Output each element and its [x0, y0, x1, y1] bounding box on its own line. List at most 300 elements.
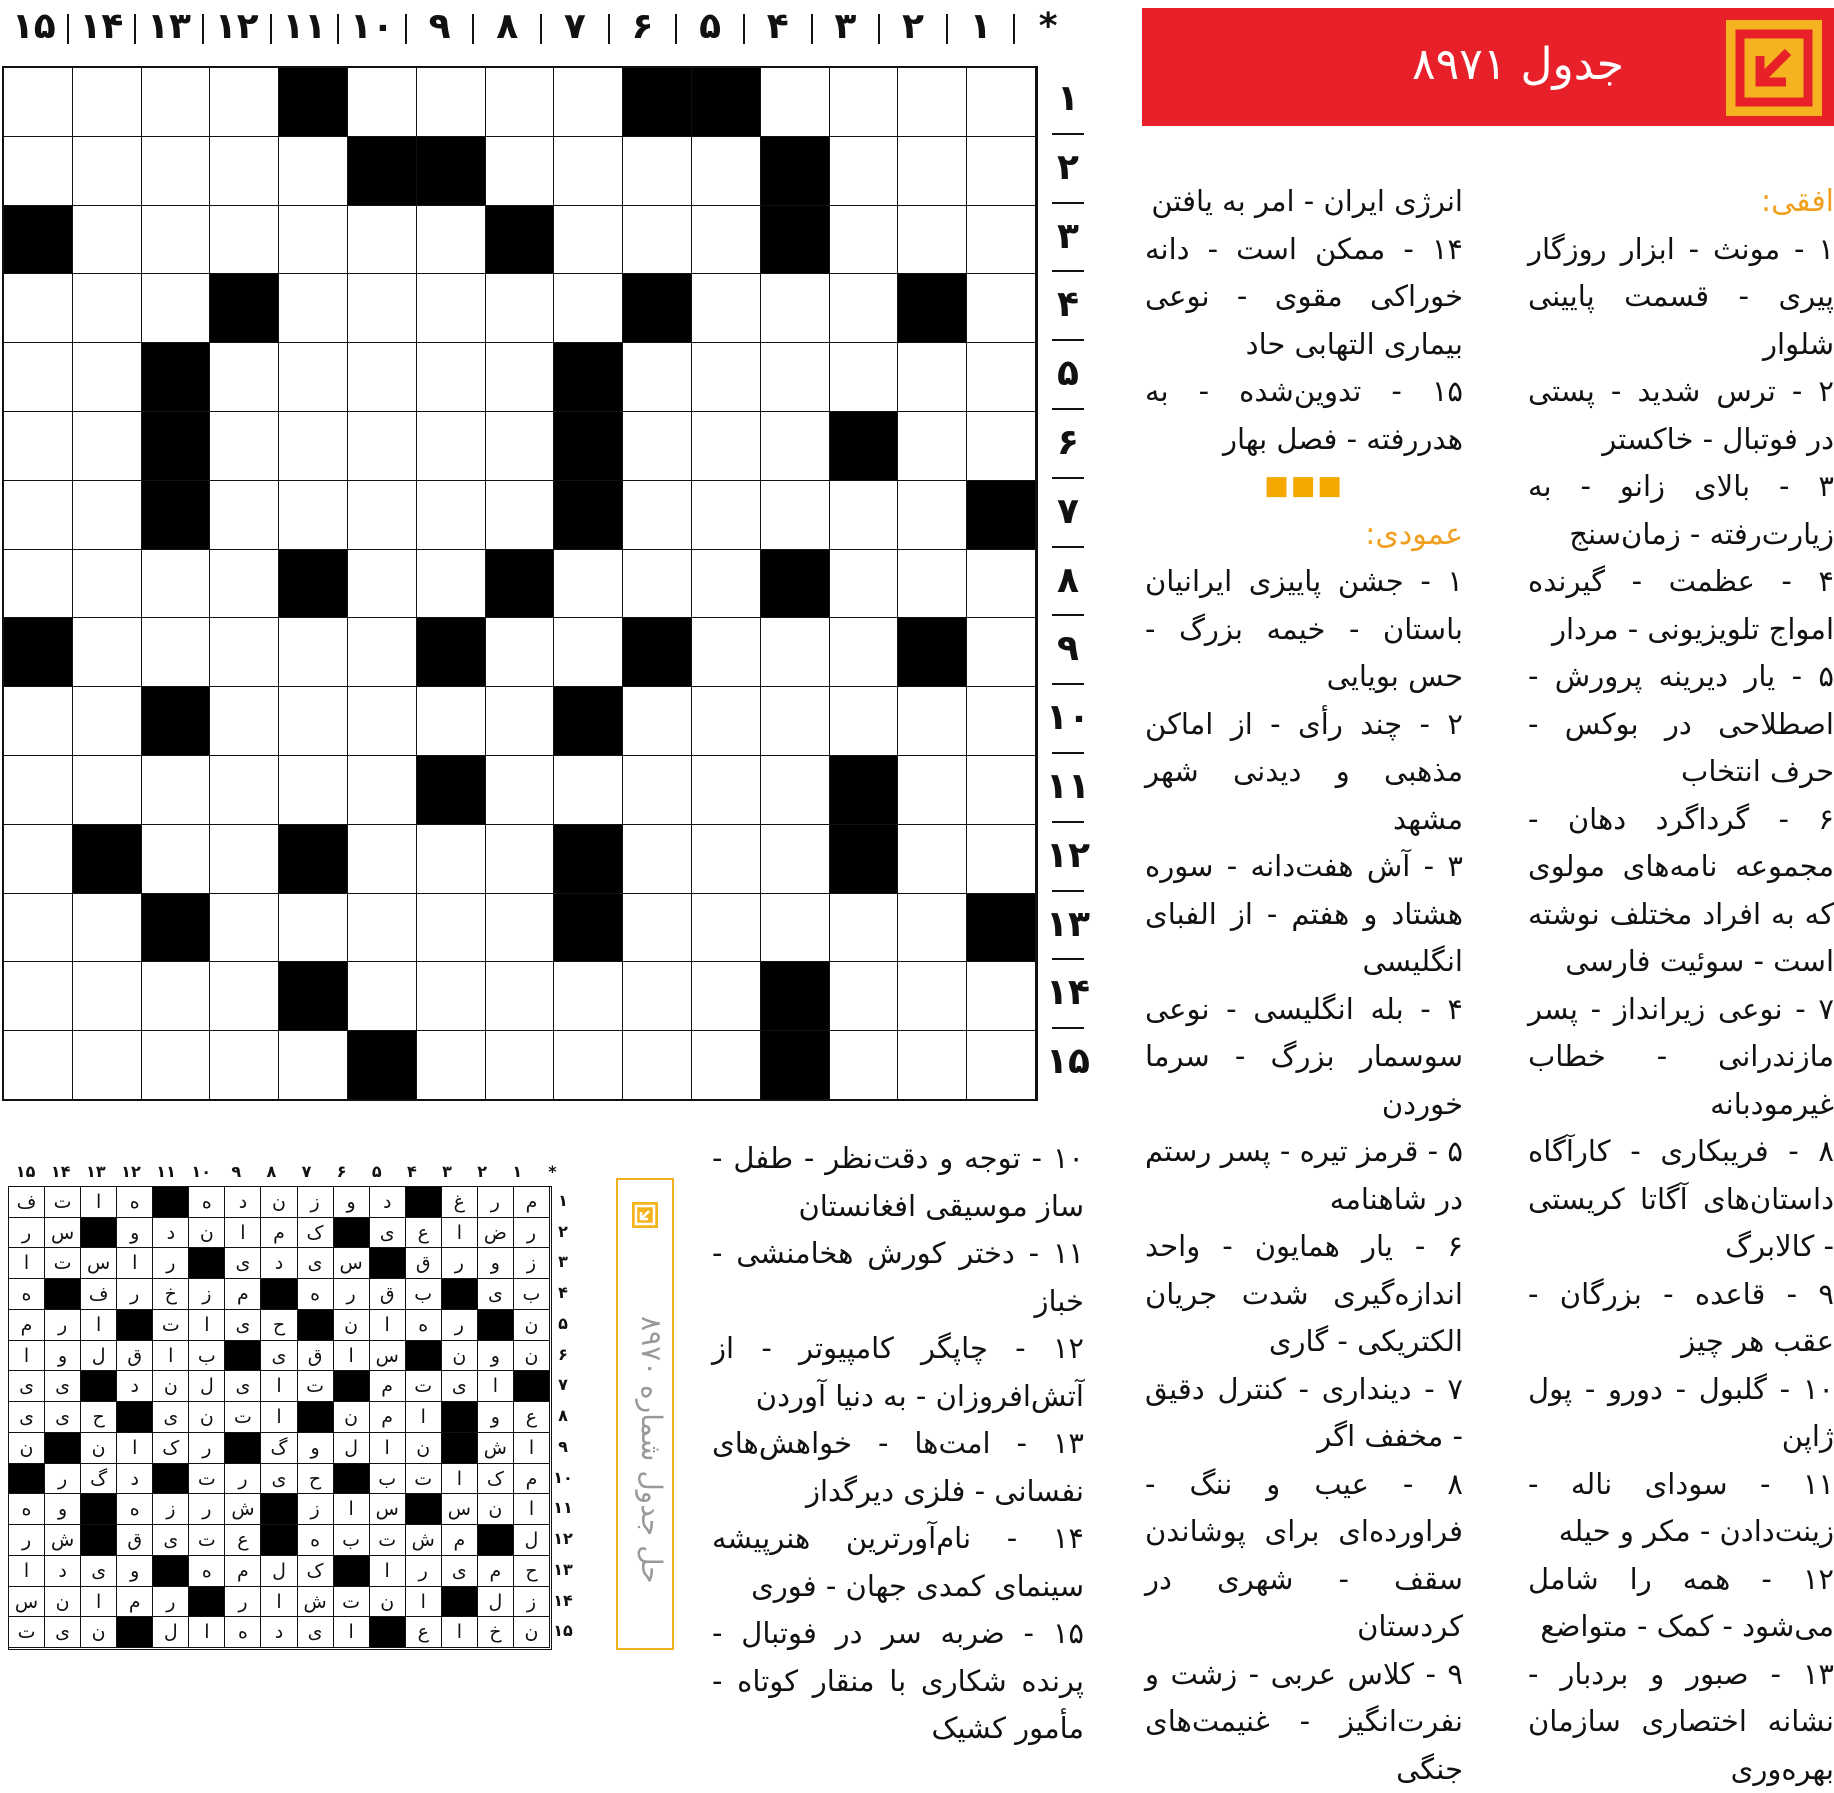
empty-cell[interactable] — [898, 206, 967, 275]
empty-cell[interactable] — [761, 756, 830, 825]
solution-letter-cell: ل — [261, 1556, 297, 1587]
empty-cell[interactable] — [142, 68, 211, 137]
empty-cell[interactable] — [73, 550, 142, 619]
solution-letter-cell: ا — [153, 1341, 189, 1372]
empty-cell[interactable] — [73, 618, 142, 687]
solution-letter-cell: ی — [225, 1310, 261, 1341]
empty-cell[interactable] — [692, 825, 761, 894]
solution-letter-cell: م — [225, 1279, 261, 1310]
empty-cell[interactable] — [4, 481, 73, 550]
empty-cell[interactable] — [898, 756, 967, 825]
solution-letter-cell: و — [298, 1433, 334, 1464]
empty-cell[interactable] — [142, 206, 211, 275]
empty-cell[interactable] — [692, 343, 761, 412]
empty-cell[interactable] — [898, 687, 967, 756]
empty-cell[interactable] — [967, 343, 1036, 412]
clue: ۱۰ - گلبول - دورو - پول ژاپن — [1528, 1366, 1834, 1461]
empty-cell[interactable] — [623, 756, 692, 825]
empty-cell[interactable] — [761, 412, 830, 481]
solution-letter-cell: ح — [81, 1402, 117, 1433]
solution-black-cell — [442, 1279, 478, 1310]
row-separator — [1052, 614, 1084, 616]
empty-cell[interactable] — [623, 343, 692, 412]
empty-cell[interactable] — [348, 206, 417, 275]
empty-cell[interactable] — [4, 412, 73, 481]
clues-middle-column — [1145, 178, 1463, 1793]
empty-cell[interactable] — [348, 343, 417, 412]
empty-cell[interactable] — [279, 894, 348, 963]
empty-cell[interactable] — [967, 825, 1036, 894]
empty-cell[interactable] — [348, 825, 417, 894]
empty-cell[interactable] — [279, 687, 348, 756]
empty-cell[interactable] — [279, 137, 348, 206]
black-cell — [142, 894, 211, 963]
empty-cell[interactable] — [417, 687, 486, 756]
solution-letter-cell: ل — [334, 1433, 370, 1464]
empty-cell[interactable] — [623, 137, 692, 206]
empty-cell[interactable] — [761, 687, 830, 756]
small-corner-arrow-icon — [632, 1202, 658, 1228]
empty-cell[interactable] — [692, 1031, 761, 1100]
empty-cell[interactable] — [967, 1031, 1036, 1100]
empty-cell[interactable] — [898, 1031, 967, 1100]
solution-black-cell — [9, 1464, 45, 1495]
empty-cell[interactable] — [210, 550, 279, 619]
empty-cell[interactable] — [967, 206, 1036, 275]
solution-letter-cell: ب — [406, 1279, 442, 1310]
solution-letter-cell: خ — [478, 1617, 514, 1648]
clue: انرژی ایران - امر به یافتن — [1145, 178, 1463, 226]
empty-cell[interactable] — [486, 687, 555, 756]
empty-cell[interactable] — [967, 756, 1036, 825]
column-separator — [675, 14, 677, 44]
solution-letter-cell: ی — [81, 1556, 117, 1587]
row-number: ۵ — [1046, 347, 1090, 402]
empty-cell[interactable] — [348, 481, 417, 550]
empty-cell[interactable] — [4, 68, 73, 137]
empty-cell[interactable] — [142, 618, 211, 687]
empty-cell[interactable] — [830, 481, 899, 550]
vertical-section-title: عمودی: — [1145, 511, 1463, 559]
empty-cell[interactable] — [830, 137, 899, 206]
empty-cell[interactable] — [4, 274, 73, 343]
empty-cell[interactable] — [348, 550, 417, 619]
empty-cell[interactable] — [142, 1031, 211, 1100]
solution-letter-cell: ر — [45, 1464, 81, 1495]
solution-letter-cell: ا — [370, 1433, 406, 1464]
empty-cell[interactable] — [761, 481, 830, 550]
empty-cell[interactable] — [761, 618, 830, 687]
solution-letter-cell: ل — [514, 1525, 550, 1556]
solution-letter-cell: گ — [81, 1464, 117, 1495]
empty-cell[interactable] — [4, 550, 73, 619]
empty-cell[interactable] — [554, 206, 623, 275]
empty-cell[interactable] — [830, 1031, 899, 1100]
empty-cell[interactable] — [692, 756, 761, 825]
empty-cell[interactable] — [73, 1031, 142, 1100]
empty-cell[interactable] — [623, 1031, 692, 1100]
solution-letter-cell: م — [370, 1371, 406, 1402]
column-separator — [811, 14, 813, 44]
solution-letter-cell: ض — [478, 1218, 514, 1249]
column-numbers — [0, 4, 1082, 54]
solution-row-number: ۱۳ — [552, 1555, 574, 1586]
column-separator — [405, 14, 407, 44]
empty-cell[interactable] — [417, 550, 486, 619]
empty-cell[interactable] — [4, 137, 73, 206]
solution-letter-cell: ا — [370, 1556, 406, 1587]
empty-cell[interactable] — [73, 481, 142, 550]
solution-letter-cell: م — [261, 1218, 297, 1249]
empty-cell[interactable] — [761, 343, 830, 412]
empty-cell[interactable] — [967, 137, 1036, 206]
empty-cell[interactable] — [554, 618, 623, 687]
empty-cell[interactable] — [692, 274, 761, 343]
solution-letter-cell: ع — [406, 1218, 442, 1249]
solution-letter-cell: ر — [514, 1218, 550, 1249]
column-separator — [202, 14, 204, 44]
empty-cell[interactable] — [4, 894, 73, 963]
empty-cell[interactable] — [967, 412, 1036, 481]
solution-letter-cell: ف — [81, 1279, 117, 1310]
empty-cell[interactable] — [279, 274, 348, 343]
empty-cell[interactable] — [967, 962, 1036, 1031]
empty-cell[interactable] — [692, 481, 761, 550]
row-separator — [1052, 821, 1084, 823]
empty-cell[interactable] — [692, 962, 761, 1031]
solution-letter-cell: ا — [442, 1464, 478, 1495]
empty-cell[interactable] — [623, 550, 692, 619]
row-separator — [1052, 1027, 1084, 1029]
empty-cell[interactable] — [73, 962, 142, 1031]
row-number: ۱۲ — [1046, 829, 1090, 884]
empty-cell[interactable] — [692, 894, 761, 963]
clue: ۴ - عظمت - گیرنده امواج تلویزیونی - مردار — [1528, 558, 1834, 653]
black-cell — [830, 825, 899, 894]
empty-cell[interactable] — [210, 894, 279, 963]
corner-arrow-logo-icon — [1726, 20, 1822, 116]
solution-letter-cell: ق — [406, 1248, 442, 1279]
empty-cell[interactable] — [73, 412, 142, 481]
empty-cell[interactable] — [417, 343, 486, 412]
empty-cell[interactable] — [692, 206, 761, 275]
empty-cell[interactable] — [210, 825, 279, 894]
empty-cell[interactable] — [623, 962, 692, 1031]
empty-cell[interactable] — [898, 137, 967, 206]
empty-cell[interactable] — [554, 1031, 623, 1100]
empty-cell[interactable] — [279, 618, 348, 687]
row-separator — [1052, 270, 1084, 272]
empty-cell[interactable] — [348, 756, 417, 825]
empty-cell[interactable] — [830, 343, 899, 412]
column-separator — [1013, 14, 1015, 44]
empty-cell[interactable] — [73, 687, 142, 756]
empty-cell[interactable] — [210, 68, 279, 137]
solution-letter-cell: م — [370, 1402, 406, 1433]
solution-letter-cell: ا — [334, 1617, 370, 1648]
empty-cell[interactable] — [348, 962, 417, 1031]
empty-cell[interactable] — [830, 550, 899, 619]
solution-letter-cell: ز — [298, 1494, 334, 1525]
empty-cell[interactable] — [967, 687, 1036, 756]
empty-cell[interactable] — [210, 962, 279, 1031]
solution-letter-cell: ه — [9, 1279, 45, 1310]
empty-cell[interactable] — [279, 206, 348, 275]
empty-cell[interactable] — [417, 68, 486, 137]
empty-cell[interactable] — [761, 825, 830, 894]
row-separator — [1052, 683, 1084, 685]
solution-letter-cell: ی — [153, 1402, 189, 1433]
empty-cell[interactable] — [486, 343, 555, 412]
black-cell — [830, 412, 899, 481]
solution-letter-cell: ن — [514, 1341, 550, 1372]
solution-letter-cell: ب — [370, 1464, 406, 1495]
empty-cell[interactable] — [554, 962, 623, 1031]
empty-cell[interactable] — [830, 894, 899, 963]
solution-letter-cell: ن — [189, 1218, 225, 1249]
black-cell — [692, 68, 761, 137]
empty-cell[interactable] — [967, 274, 1036, 343]
empty-cell[interactable] — [898, 894, 967, 963]
solution-row-number: ۱۰ — [552, 1463, 574, 1494]
empty-cell[interactable] — [73, 756, 142, 825]
empty-cell[interactable] — [279, 343, 348, 412]
empty-cell[interactable] — [4, 1031, 73, 1100]
empty-cell[interactable] — [348, 274, 417, 343]
empty-cell[interactable] — [73, 206, 142, 275]
empty-cell[interactable] — [73, 68, 142, 137]
solution-letter-cell: ه — [225, 1617, 261, 1648]
empty-cell[interactable] — [210, 206, 279, 275]
empty-cell[interactable] — [830, 687, 899, 756]
crossword-grid[interactable] — [2, 66, 1038, 1101]
empty-cell[interactable] — [4, 756, 73, 825]
empty-cell[interactable] — [348, 68, 417, 137]
solution-letter-cell: ر — [478, 1187, 514, 1218]
empty-cell[interactable] — [4, 343, 73, 412]
column-separator — [608, 14, 610, 44]
empty-cell[interactable] — [417, 206, 486, 275]
empty-cell[interactable] — [348, 618, 417, 687]
solution-row-number: ۸ — [552, 1401, 574, 1432]
solution-black-cell — [117, 1310, 153, 1341]
solution-letter-cell: ر — [153, 1587, 189, 1618]
empty-cell[interactable] — [73, 894, 142, 963]
empty-cell[interactable] — [417, 1031, 486, 1100]
empty-cell[interactable] — [348, 687, 417, 756]
empty-cell[interactable] — [348, 894, 417, 963]
empty-cell[interactable] — [554, 550, 623, 619]
black-cell — [623, 68, 692, 137]
solution-black-cell — [261, 1279, 297, 1310]
section-divider-dots: ■■■ — [1145, 463, 1463, 511]
solution-letter-cell: ن — [45, 1587, 81, 1618]
empty-cell[interactable] — [4, 825, 73, 894]
solution-letter-cell: و — [478, 1402, 514, 1433]
solution-letter-cell: ق — [298, 1341, 334, 1372]
solution-row-number: ۴ — [552, 1278, 574, 1309]
solution-column-number: ۱۰ — [184, 1162, 219, 1181]
row-number: ۴ — [1046, 278, 1090, 333]
solution-row-number: ۱۵ — [552, 1616, 574, 1647]
row-separator — [1052, 202, 1084, 204]
empty-cell[interactable] — [830, 68, 899, 137]
empty-cell[interactable] — [417, 894, 486, 963]
empty-cell[interactable] — [142, 825, 211, 894]
clue: ۷ - نوعی زیرانداز - پسر مازندرانی - خطاب غیرمودبانه — [1528, 986, 1834, 1129]
solution-letter-cell: ا — [514, 1433, 550, 1464]
empty-cell[interactable] — [210, 481, 279, 550]
solution-black-cell — [225, 1341, 261, 1372]
empty-cell[interactable] — [898, 825, 967, 894]
empty-cell[interactable] — [210, 618, 279, 687]
empty-cell[interactable] — [73, 137, 142, 206]
solution-letter-cell: د — [261, 1617, 297, 1648]
empty-cell[interactable] — [486, 962, 555, 1031]
empty-cell[interactable] — [898, 550, 967, 619]
clue: ۱۰ - توجه و دقت‌نظر - طفل - ساز موسیقی افغانستان — [712, 1135, 1084, 1230]
clue: ۲ - ترس شدید - پستی در فوتبال - خاکستر — [1528, 368, 1834, 463]
empty-cell[interactable] — [761, 894, 830, 963]
empty-cell[interactable] — [417, 825, 486, 894]
empty-cell[interactable] — [210, 1031, 279, 1100]
solution-black-cell — [442, 1433, 478, 1464]
empty-cell[interactable] — [210, 687, 279, 756]
empty-cell[interactable] — [967, 68, 1036, 137]
empty-cell[interactable] — [4, 962, 73, 1031]
empty-cell[interactable] — [486, 756, 555, 825]
empty-cell[interactable] — [210, 756, 279, 825]
empty-cell[interactable] — [142, 756, 211, 825]
empty-cell[interactable] — [623, 825, 692, 894]
empty-cell[interactable] — [417, 412, 486, 481]
black-cell — [279, 68, 348, 137]
empty-cell[interactable] — [486, 68, 555, 137]
empty-cell[interactable] — [279, 1031, 348, 1100]
empty-cell[interactable] — [692, 687, 761, 756]
empty-cell[interactable] — [486, 825, 555, 894]
empty-cell[interactable] — [761, 68, 830, 137]
empty-cell[interactable] — [486, 481, 555, 550]
empty-cell[interactable] — [486, 412, 555, 481]
empty-cell[interactable] — [142, 274, 211, 343]
empty-cell[interactable] — [279, 412, 348, 481]
empty-cell[interactable] — [623, 412, 692, 481]
solution-letter-cell: ی — [225, 1248, 261, 1279]
empty-cell[interactable] — [623, 687, 692, 756]
empty-cell[interactable] — [348, 412, 417, 481]
solution-letter-cell: ا — [261, 1587, 297, 1618]
empty-cell[interactable] — [830, 274, 899, 343]
empty-cell[interactable] — [692, 618, 761, 687]
empty-cell[interactable] — [486, 137, 555, 206]
column-number: ۷ — [541, 4, 609, 50]
solution-letter-cell: ح — [261, 1310, 297, 1341]
empty-cell[interactable] — [142, 550, 211, 619]
solution-row-number: ۱ — [552, 1186, 574, 1217]
empty-cell[interactable] — [417, 274, 486, 343]
empty-cell[interactable] — [830, 962, 899, 1031]
empty-cell[interactable] — [142, 137, 211, 206]
empty-cell[interactable] — [210, 412, 279, 481]
clue: ۹ - کلاس عربی - زشت و نفرت‌انگیز - غنیمت‌های جنگی — [1145, 1651, 1463, 1793]
solution-letter-cell: ش — [225, 1494, 261, 1525]
solution-black-cell — [478, 1525, 514, 1556]
clue: ۱۴ - نام‌آورترین هنرپیشه سینمای کمدی جهان - فوری — [712, 1515, 1084, 1610]
empty-cell[interactable] — [210, 137, 279, 206]
empty-cell[interactable] — [898, 412, 967, 481]
empty-cell[interactable] — [486, 894, 555, 963]
empty-cell[interactable] — [898, 962, 967, 1031]
empty-cell[interactable] — [486, 1031, 555, 1100]
empty-cell[interactable] — [623, 206, 692, 275]
empty-cell[interactable] — [967, 618, 1036, 687]
empty-cell[interactable] — [279, 756, 348, 825]
empty-cell[interactable] — [692, 550, 761, 619]
black-cell — [348, 137, 417, 206]
solution-letter-cell: خ — [153, 1279, 189, 1310]
empty-cell[interactable] — [554, 756, 623, 825]
black-cell — [761, 206, 830, 275]
empty-cell[interactable] — [623, 894, 692, 963]
empty-cell[interactable] — [73, 343, 142, 412]
black-cell — [279, 825, 348, 894]
empty-cell[interactable] — [554, 137, 623, 206]
empty-cell[interactable] — [830, 206, 899, 275]
solution-letter-cell: و — [45, 1341, 81, 1372]
empty-cell[interactable] — [898, 343, 967, 412]
solution-letter-cell: ن — [478, 1494, 514, 1525]
solution-column-number: ۶ — [324, 1162, 359, 1181]
solution-letter-cell: ن — [334, 1402, 370, 1433]
empty-cell[interactable] — [73, 274, 142, 343]
empty-cell[interactable] — [692, 412, 761, 481]
empty-cell[interactable] — [210, 343, 279, 412]
solution-column-number: ۵ — [359, 1162, 394, 1181]
previous-solution — [0, 1158, 575, 1656]
empty-cell[interactable] — [761, 274, 830, 343]
empty-cell[interactable] — [967, 550, 1036, 619]
column-number: ۲ — [879, 4, 947, 50]
black-cell — [554, 687, 623, 756]
empty-cell[interactable] — [417, 962, 486, 1031]
empty-cell[interactable] — [142, 962, 211, 1031]
empty-cell[interactable] — [830, 618, 899, 687]
black-cell — [967, 481, 1036, 550]
black-cell — [898, 274, 967, 343]
solution-letter-cell: ر — [406, 1556, 442, 1587]
solution-letter-cell: ک — [298, 1556, 334, 1587]
empty-cell[interactable] — [898, 68, 967, 137]
empty-cell[interactable] — [898, 481, 967, 550]
empty-cell[interactable] — [554, 68, 623, 137]
solution-column-number: ۱۵ — [8, 1162, 43, 1181]
empty-cell[interactable] — [623, 481, 692, 550]
empty-cell[interactable] — [417, 481, 486, 550]
empty-cell[interactable] — [279, 481, 348, 550]
empty-cell[interactable] — [486, 274, 555, 343]
solution-letter-cell: ی — [9, 1371, 45, 1402]
solution-black-cell — [81, 1371, 117, 1402]
solution-letter-cell: و — [117, 1556, 153, 1587]
empty-cell[interactable] — [486, 618, 555, 687]
solution-letter-cell: ن — [9, 1433, 45, 1464]
empty-cell[interactable] — [4, 687, 73, 756]
empty-cell[interactable] — [692, 137, 761, 206]
solution-letter-cell: ا — [9, 1248, 45, 1279]
empty-cell[interactable] — [554, 274, 623, 343]
clue: ۱۵ - ضربه سر در فوتبال - پرنده شکاری با منقار کوتاه - مأمور کشیک — [712, 1610, 1084, 1753]
